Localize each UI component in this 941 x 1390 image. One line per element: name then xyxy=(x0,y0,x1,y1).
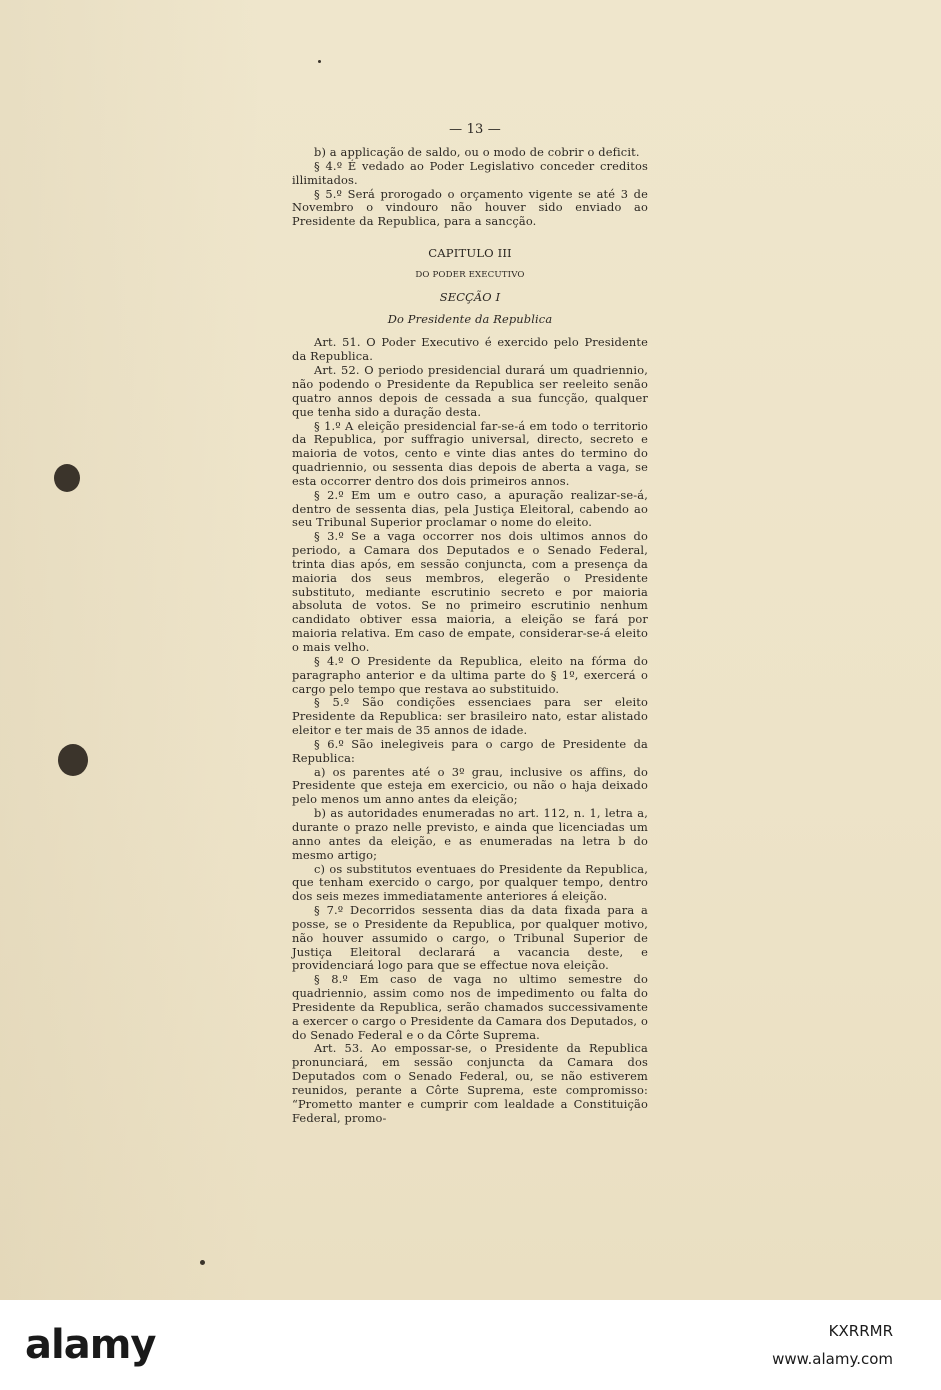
section-heading: SECÇÃO I xyxy=(439,289,501,304)
paragraph: b) a applicação de saldo, ou o modo de cobrir o deficit. xyxy=(314,145,640,159)
paragraph: Art. 53. Ao empossar-se, o Presidente da Republica pronunciará, em sessão conjuncta da Camara dos Deputados com o Senado Federal, ou, se não estiverem reunidos, perante a Côrte Suprema, este compromisso: “Prometto manter e cumprir com lealdade a Constituição Federal, promo- xyxy=(292,1041,648,1125)
chapter-heading: CAPITULO III xyxy=(428,246,512,261)
paragraph: § 4.º É vedado ao Poder Legislativo conceder creditos illimitados. xyxy=(292,158,648,187)
punch-hole xyxy=(54,464,80,492)
ink-speck xyxy=(318,60,321,63)
paragraph: § 6.º São inelegiveis para o cargo de Presidente da Republica: xyxy=(292,736,648,765)
paragraph: § 1.º A eleição presidencial far-se-á em todo o territorio da Republica, por suffragio universal, directo, secreto e maioria de votos, cento e vinte dias antes do termino do quadriennio, ou sessenta dias depois de aberta a vaga, se esta occorrer dentro dos dois primeiros annos. xyxy=(292,418,648,488)
image-id: KXRRMR xyxy=(828,1322,893,1340)
punch-hole xyxy=(58,744,88,776)
paragraph: § 2.º Em um e outro caso, a apuração realizar-se-á, dentro de sessenta dias, pela Justiça Eleitoral, cabendo ao seu Tribunal Superior proclamar o nome do eleito. xyxy=(292,487,648,530)
stock-logo: alamy xyxy=(25,1322,156,1368)
paragraph: § 8.º Em caso de vaga no ultimo semestre do quadriennio, assim como nos de impedimento ou falta do Presidente da Republica, serão chamados successivamente a exercer o cargo o Presidente da Camara dos Deputados, o do Senado Federal e o da Côrte Suprema. xyxy=(292,972,648,1042)
paragraph: a) os parentes até o 3º grau, inclusive os affins, do Presidente que esteja em exercicio, ou não o haja deixado pelo menos um anno antes da eleição; xyxy=(292,764,648,807)
section-title: Do Presidente da Republica xyxy=(387,311,553,326)
paragraph: § 3.º Se a vaga occorrer nos dois ultimos annos do periodo, a Camara dos Deputados e o Senado Federal, trinta dias após, em sessão conjuncta, com a presença da maioria dos seus membros, elegerão o Presidente substituto, mediante escrutinio secreto e por maioria absoluta de votos. Se no primeiro escrutinio nenhum candidato obtiver essa maioria, a eleição se fará por maioria relativa. Em caso de empate, considerar-se-á eleito o mais velho. xyxy=(292,529,648,654)
paragraph: § 7.º Decorridos sessenta dias da data fixada para a posse, se o Presidente da Republica, por qualquer motivo, não houver assumido o cargo, o Tribunal Superior de Justiça Eleitoral declarará a vacancia deste, e providenciará logo para que se effectue nova eleição. xyxy=(292,903,648,973)
paragraph: Art. 52. O periodo presidencial durará um quadriennio, não podendo o Presidente da Republica ser reeleito senão quatro annos depois de cessada a sua funcção, qualquer que tenha sido a duração desta. xyxy=(292,363,648,419)
text-column xyxy=(292,120,648,1126)
stock-url: www.alamy.com xyxy=(772,1350,893,1368)
paragraph: b) as autoridades enumeradas no art. 112, n. 1, letra a, durante o prazo nelle previsto, e ainda que licenciadas um anno antes da eleição, e as enumeradas na letra b do mesmo artigo; xyxy=(292,806,648,862)
chapter-title: DO PODER EXECUTIVO xyxy=(415,269,525,280)
stock-footer xyxy=(0,1300,941,1390)
paragraph: § 5.º Será prorogado o orçamento vigente se até 3 de Novembro o vindouro não houver sido enviado ao Presidente da Republica, para a sancção. xyxy=(292,186,648,229)
paragraph: Art. 51. O Poder Executivo é exercido pelo Presidente da Republica. xyxy=(292,335,648,364)
paragraph: § 5.º São condições essenciaes para ser eleito Presidente da Republica: ser brasileiro nato, estar alistado eleitor e ter mais de 35 annos de idade. xyxy=(292,695,648,738)
page-number: — 13 — xyxy=(449,122,501,137)
ink-speck xyxy=(200,1260,205,1265)
paragraph: § 4.º O Presidente da Republica, eleito na fórma do paragrapho anterior e da ultima parte do § 1º, exercerá o cargo pelo tempo que restava ao substituido. xyxy=(292,653,648,696)
paragraph: c) os substitutos eventuaes do Presidente da Republica, que tenham exercido o cargo, por qualquer tempo, dentro dos seis mezes immediatamente anteriores á eleição. xyxy=(292,861,648,904)
